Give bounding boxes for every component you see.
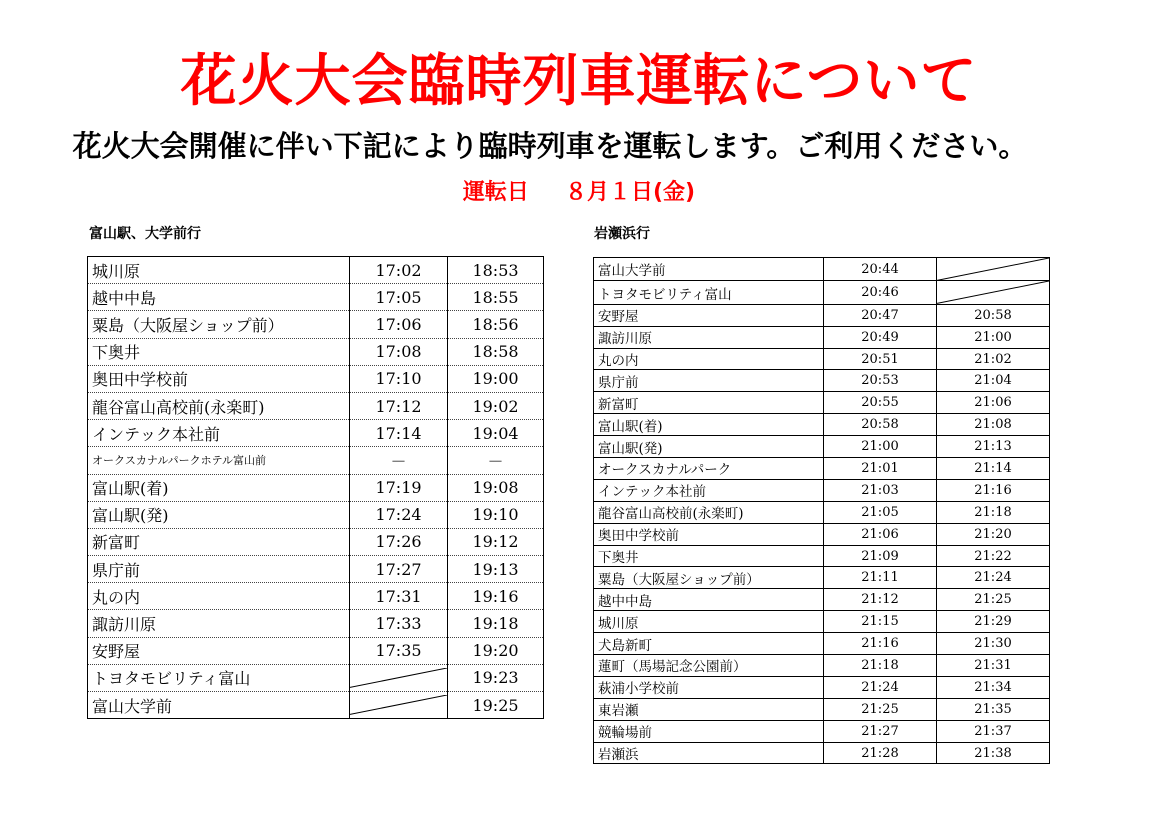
station-name: 県庁前: [88, 556, 350, 583]
station-name: 萩浦小学校前: [594, 676, 824, 698]
timetable-row: [594, 414, 1050, 436]
timetable-row: [88, 257, 544, 284]
station-name: 富山大学前: [88, 692, 350, 719]
page-title: 花火大会臨時列車運転について: [180, 49, 978, 114]
timetable-row: [594, 523, 1050, 545]
station-name: 越中中島: [88, 284, 350, 311]
departure-time-second-train: 19:10: [448, 501, 544, 528]
departure-time-first-train: 20:49: [824, 326, 937, 348]
station-name: 丸の内: [88, 583, 350, 610]
timetable-toyama-daigakumae: [87, 256, 544, 719]
departure-time-first-train: 21:05: [824, 501, 937, 523]
departure-time-second-train: 20:58: [937, 304, 1050, 326]
timetable-iwasehama: [593, 257, 1050, 764]
timetable-row: [594, 633, 1050, 655]
departure-time-first-train: 21:01: [824, 458, 937, 480]
departure-time-second-train: 21:04: [937, 370, 1050, 392]
station-name: 富山駅(着): [594, 414, 824, 436]
timetable-row: [594, 501, 1050, 523]
departure-time-second-train: 19:02: [448, 392, 544, 419]
departure-time-first-train: 17:26: [350, 528, 448, 555]
timetable-row: [594, 304, 1050, 326]
departure-time-first-train: 21:16: [824, 633, 937, 655]
departure-time-first-train: 17:08: [350, 338, 448, 365]
station-name: 東岩瀬: [594, 698, 824, 720]
timetable-row: [594, 676, 1050, 698]
departure-time-first-train: 20:47: [824, 304, 937, 326]
station-name: 奥田中学校前: [594, 523, 824, 545]
departure-time-second-train: 21:13: [937, 436, 1050, 458]
timetable-row: [594, 348, 1050, 370]
departure-time-second-train: 21:22: [937, 545, 1050, 567]
station-name: 下奥井: [88, 338, 350, 365]
operation-date: [0, 178, 1158, 208]
station-name: 粟島（大阪屋ショップ前）: [88, 311, 350, 338]
timetable-row: [88, 692, 544, 719]
no-service-slash: [350, 692, 448, 719]
departure-time-first-train: 21:27: [824, 720, 937, 742]
departure-time-second-train: 21:20: [937, 523, 1050, 545]
station-name: 新富町: [594, 392, 824, 414]
departure-time-first-train: 21:09: [824, 545, 937, 567]
departure-time-second-train: 21:35: [937, 698, 1050, 720]
station-name: 富山駅(着): [88, 474, 350, 501]
timetable-row: [594, 720, 1050, 742]
no-service-slash: [937, 258, 1050, 281]
timetable-row: [88, 474, 544, 501]
departure-time-first-train: 20:53: [824, 370, 937, 392]
timetable-row: [88, 338, 544, 365]
timetable-row: [594, 392, 1050, 414]
station-name: 蓮町（馬場記念公園前）: [594, 655, 824, 677]
departure-time-first-train: 17:31: [350, 583, 448, 610]
station-name: 富山大学前: [594, 258, 824, 281]
departure-time-first-train: 21:12: [824, 589, 937, 611]
departure-time-first-train: 20:55: [824, 392, 937, 414]
departure-time-first-train: 17:14: [350, 420, 448, 447]
no-service-slash: [350, 664, 448, 691]
station-name: オークスカナルパーク: [594, 458, 824, 480]
timetable-row: [594, 698, 1050, 720]
departure-time-second-train: 21:06: [937, 392, 1050, 414]
departure-time-first-train: 17:05: [350, 284, 448, 311]
departure-time-first-train: 20:44: [824, 258, 937, 281]
timetable-row: [594, 589, 1050, 611]
station-name: 県庁前: [594, 370, 824, 392]
timetable-row: [88, 365, 544, 392]
station-name: トヨタモビリティ富山: [88, 664, 350, 691]
departure-time-first-train: 21:15: [824, 611, 937, 633]
station-name: 岩瀬浜: [594, 742, 824, 764]
timetable-row: [594, 326, 1050, 348]
station-name: 奥田中学校前: [88, 365, 350, 392]
station-name: トヨタモビリティ富山: [594, 281, 824, 304]
departure-time-first-train: 21:24: [824, 676, 937, 698]
station-name: 城川原: [594, 611, 824, 633]
station-name: インテック本社前: [594, 479, 824, 501]
departure-time-first-train: 17:02: [350, 257, 448, 284]
departure-time-first-train: 17:19: [350, 474, 448, 501]
station-name: 丸の内: [594, 348, 824, 370]
timetable-row: [88, 610, 544, 637]
station-name: 諏訪川原: [594, 326, 824, 348]
timetable-row: [594, 458, 1050, 480]
departure-time-first-train: 21:11: [824, 567, 937, 589]
departure-time-second-train: 19:20: [448, 637, 544, 664]
departure-time-second-train: 21:25: [937, 589, 1050, 611]
station-name: インテック本社前: [88, 420, 350, 447]
timetable-row: [88, 556, 544, 583]
departure-time-second-train: 21:37: [937, 720, 1050, 742]
departure-time-first-train: 17:35: [350, 637, 448, 664]
timetable-row: [88, 528, 544, 555]
departure-time-first-train: 21:00: [824, 436, 937, 458]
departure-time-first-train: 17:24: [350, 501, 448, 528]
departure-time-second-train: 19:23: [448, 664, 544, 691]
station-name: オークスカナルパークホテル富山前: [88, 447, 350, 474]
departure-time-second-train: 21:24: [937, 567, 1050, 589]
station-name: 新富町: [88, 528, 350, 555]
station-name: 犬島新町: [594, 633, 824, 655]
station-name: 諏訪川原: [88, 610, 350, 637]
departure-time-second-train: 21:18: [937, 501, 1050, 523]
station-name: 安野屋: [594, 304, 824, 326]
timetable-row: [594, 742, 1050, 764]
station-name: 富山駅(発): [594, 436, 824, 458]
departure-time-second-train: 21:14: [937, 458, 1050, 480]
departure-time-first-train: 21:03: [824, 479, 937, 501]
departure-time-second-train: 19:12: [448, 528, 544, 555]
departure-time-first-train: 20:51: [824, 348, 937, 370]
page-subtitle: 花火大会開催に伴い下記により臨時列車を運転します。ご利用ください。: [72, 129, 1028, 163]
timetable-row: [88, 420, 544, 447]
station-name: 下奥井: [594, 545, 824, 567]
departure-time-first-train: 17:12: [350, 392, 448, 419]
departure-time-second-train: 18:56: [448, 311, 544, 338]
departure-time-first-train: 21:25: [824, 698, 937, 720]
departure-time-first-train: 20:58: [824, 414, 937, 436]
right-section-heading: 岩瀬浜行: [594, 226, 650, 242]
departure-time-first-train: －: [350, 447, 448, 474]
operation-date-label: 運転日: [462, 180, 529, 205]
departure-time-second-train: 19:04: [448, 420, 544, 447]
departure-time-first-train: 17:10: [350, 365, 448, 392]
station-name: 競輪場前: [594, 720, 824, 742]
timetable-row: [594, 436, 1050, 458]
timetable-row: [88, 447, 544, 474]
timetable-row: [88, 392, 544, 419]
departure-time-first-train: 21:06: [824, 523, 937, 545]
departure-time-second-train: 18:58: [448, 338, 544, 365]
timetable-row: [88, 637, 544, 664]
timetable-row: [88, 501, 544, 528]
departure-time-first-train: 20:46: [824, 281, 937, 304]
timetable-row: [88, 284, 544, 311]
timetable-row: [594, 567, 1050, 589]
departure-time-second-train: －: [448, 447, 544, 474]
timetable-row: [594, 655, 1050, 677]
departure-time-second-train: 21:02: [937, 348, 1050, 370]
timetable-row: [88, 583, 544, 610]
departure-time-first-train: 17:33: [350, 610, 448, 637]
timetable-row: [594, 611, 1050, 633]
departure-time-second-train: 21:34: [937, 676, 1050, 698]
departure-time-second-train: 19:16: [448, 583, 544, 610]
departure-time-second-train: 21:30: [937, 633, 1050, 655]
timetable-row: [594, 370, 1050, 392]
timetable-row: [594, 479, 1050, 501]
departure-time-first-train: 21:18: [824, 655, 937, 677]
timetable-row: [88, 311, 544, 338]
departure-time-second-train: 19:08: [448, 474, 544, 501]
departure-time-second-train: 18:55: [448, 284, 544, 311]
departure-time-second-train: 19:13: [448, 556, 544, 583]
operation-date-value: ８月１日(金): [564, 180, 696, 205]
station-name: 安野屋: [88, 637, 350, 664]
departure-time-second-train: 21:16: [937, 479, 1050, 501]
departure-time-first-train: 21:28: [824, 742, 937, 764]
timetable-row: [594, 258, 1050, 281]
departure-time-second-train: 19:00: [448, 365, 544, 392]
timetable-row: [88, 664, 544, 691]
left-section-heading: 富山駅、大学前行: [89, 226, 201, 242]
departure-time-second-train: 21:00: [937, 326, 1050, 348]
station-name: 富山駅(発): [88, 501, 350, 528]
no-service-slash: [937, 281, 1050, 304]
departure-time-first-train: 17:06: [350, 311, 448, 338]
station-name: 粟島（大阪屋ショップ前）: [594, 567, 824, 589]
departure-time-second-train: 19:25: [448, 692, 544, 719]
departure-time-second-train: 21:08: [937, 414, 1050, 436]
departure-time-second-train: 21:38: [937, 742, 1050, 764]
station-name: 越中中島: [594, 589, 824, 611]
departure-time-second-train: 21:29: [937, 611, 1050, 633]
station-name: 龍谷富山高校前(永楽町): [88, 392, 350, 419]
departure-time-second-train: 19:18: [448, 610, 544, 637]
departure-time-first-train: 17:27: [350, 556, 448, 583]
station-name: 龍谷富山高校前(永楽町): [594, 501, 824, 523]
timetable-row: [594, 545, 1050, 567]
departure-time-second-train: 18:53: [448, 257, 544, 284]
departure-time-second-train: 21:31: [937, 655, 1050, 677]
station-name: 城川原: [88, 257, 350, 284]
timetable-row: [594, 281, 1050, 304]
